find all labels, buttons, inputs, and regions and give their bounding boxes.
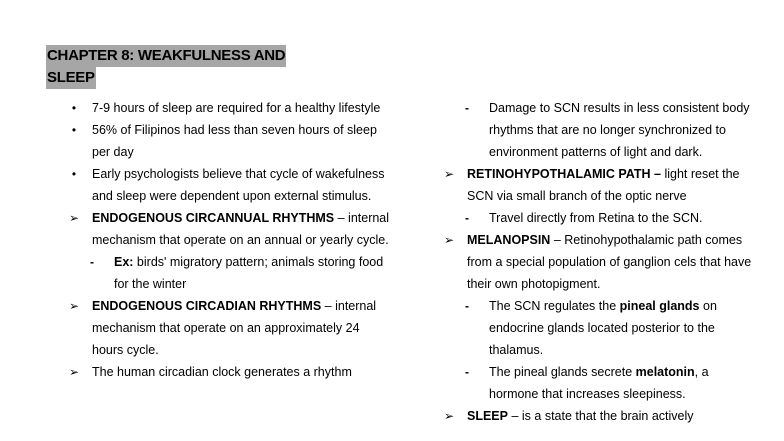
- sub-text-bold: melatonin: [635, 365, 695, 379]
- chapter-title-line1: CHAPTER 8: WEAKFULNESS AND: [46, 45, 286, 67]
- list-item: [62, 119, 392, 163]
- list-item: [62, 163, 392, 207]
- dash-icon: -: [465, 299, 469, 313]
- term-definition: – internal mechanism that operate on an annual or yearly cycle.: [92, 211, 390, 247]
- term-definition: – Retinohypothalamic path comes from a special population of ganglion cels that have their own photopigment.: [467, 233, 752, 291]
- sub-text: Travel directly from Retina to the SCN.: [489, 211, 703, 225]
- chapter-title: [46, 45, 286, 89]
- list-item: [62, 361, 392, 383]
- sub-text-post: , a hormone that increases sleepiness.: [489, 365, 709, 401]
- term-heading: ENDOGENOUS CIRCADIAN RHYTHMS: [92, 299, 322, 313]
- term-heading: MELANOPSIN: [467, 233, 551, 247]
- arrow-bullet-icon: ➢: [443, 409, 455, 423]
- term-heading: ENDOGENOUS CIRCANNUAL RHYTHMS: [92, 211, 335, 225]
- arrow-bullet-icon: ➢: [443, 233, 455, 247]
- dash-icon: -: [465, 101, 469, 115]
- term-heading: RETINOHYPOTHALAMIC PATH –: [467, 167, 661, 181]
- sub-list-item: [437, 207, 757, 229]
- sub-text-post: on endocrine glands located posterior to the thalamus.: [489, 299, 717, 357]
- sub-text-pre: The pineal glands secrete: [489, 365, 636, 379]
- bullet-text: 7-9 hours of sleep are required for a healthy lifestyle: [92, 101, 381, 115]
- term-definition: – is a state that the brain actively: [508, 409, 694, 423]
- arrow-bullet-icon: ➢: [68, 211, 80, 225]
- list-item: [62, 97, 392, 119]
- right-column: [437, 97, 757, 427]
- sub-list-item: [437, 97, 757, 163]
- dash-icon: -: [90, 255, 94, 269]
- left-column: [62, 97, 392, 383]
- bullet-text: 56% of Filipinos had less than seven hours of sleep per day: [92, 123, 377, 159]
- term-heading: SLEEP: [467, 409, 508, 423]
- list-item: [437, 405, 757, 427]
- bullet-icon: •: [71, 101, 77, 115]
- sub-text-bold: pineal glands: [619, 299, 700, 313]
- bullet-text: Early psychologists believe that cycle of wakefulness and sleep were dependent upon external stimulus.: [92, 167, 385, 203]
- sub-list-item: [437, 361, 757, 405]
- bullet-text: The human circadian clock generates a rhythm: [92, 365, 352, 379]
- arrow-bullet-icon: ➢: [68, 299, 80, 313]
- list-item: [437, 163, 757, 207]
- sub-list-item: [62, 251, 392, 295]
- bullet-icon: •: [71, 123, 77, 137]
- list-item: [62, 207, 392, 251]
- example-label: Ex:: [114, 255, 134, 269]
- sub-text: Damage to SCN results in less consistent body rhythms that are no longer synchronized to environment patterns of light and dark.: [489, 101, 750, 159]
- sub-text-pre: The SCN regulates the: [489, 299, 620, 313]
- dash-icon: -: [465, 365, 469, 379]
- bullet-icon: •: [71, 167, 77, 181]
- example-text: birds' migratory pattern; animals storing food for the winter: [114, 255, 384, 291]
- term-definition: – internal mechanism that operate on an approximately 24 hours cycle.: [92, 299, 377, 357]
- term-definition: light reset the SCN via small branch of the optic nerve: [467, 167, 740, 203]
- sub-list-item: [437, 295, 757, 361]
- dash-icon: -: [465, 211, 469, 225]
- list-item: [437, 229, 757, 295]
- chapter-title-line2: SLEEP: [46, 67, 96, 89]
- arrow-bullet-icon: ➢: [443, 167, 455, 181]
- list-item: [62, 295, 392, 361]
- arrow-bullet-icon: ➢: [68, 365, 80, 379]
